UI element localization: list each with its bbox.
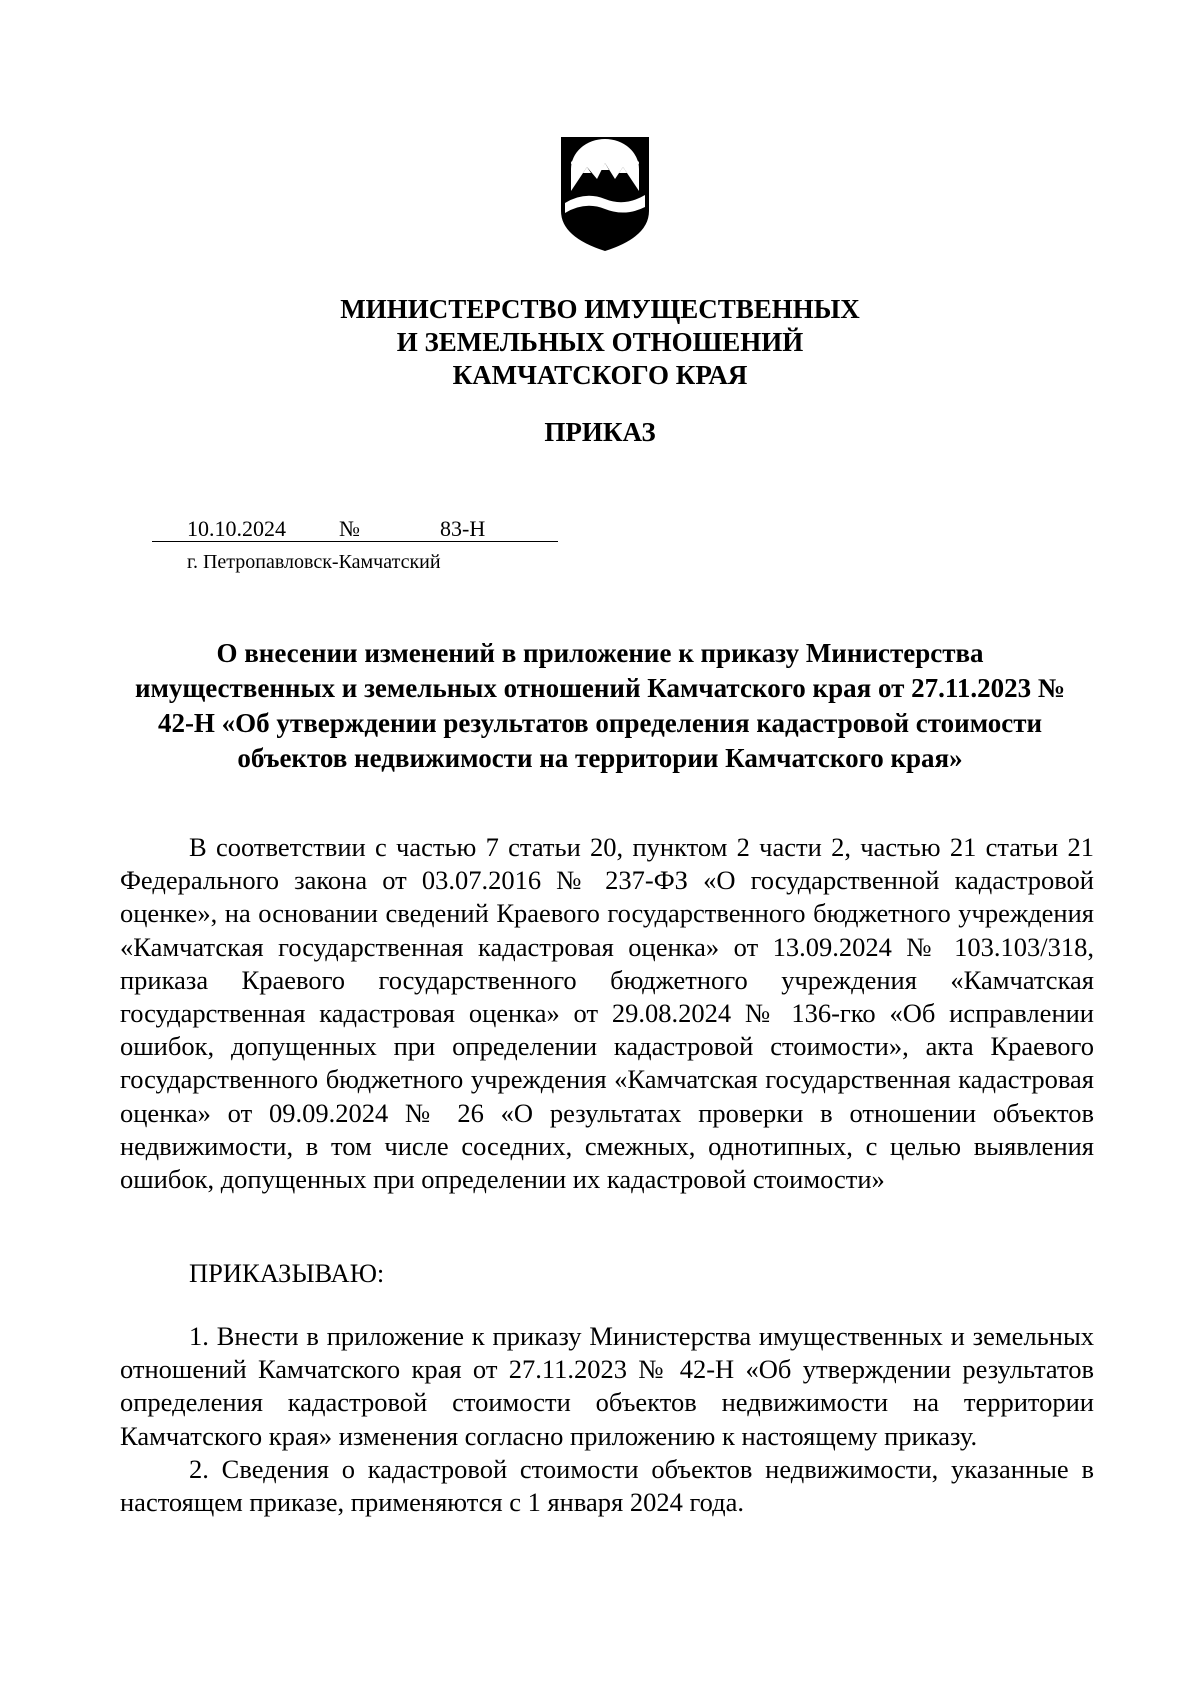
order-item-2-text: 2. Сведения о кадастровой стоимости объектов недвижимости, указанные в настоящем приказе, применяются с 1 января 2024 года. bbox=[120, 1454, 1094, 1518]
coat-of-arms-icon bbox=[557, 133, 653, 253]
order-word: ПРИКАЗЫВАЮ: bbox=[189, 1258, 385, 1288]
order-item-1 bbox=[120, 1320, 1094, 1453]
order-item-1-text: 1. Внести в приложение к приказу Министерства имущественных и земельных отношений Камчатского края от 27.11.2023 № 42-Н «Об утверждении результатов определения кадастровой стоимости объектов недвижимости на территории Камчатского края» изменения согласно приложению к настоящему приказу. bbox=[120, 1321, 1094, 1451]
document-subject: О внесении изменений в приложение к приказу Министерства имущественных и земельных отношений Камчатского края от 27.11.2023 № 42-Н «Об утверждении результатов определения кадастровой стоимости объектов недвижимости на территории Камчатского края» bbox=[134, 638, 1066, 773]
document-number: 83-Н bbox=[440, 516, 486, 541]
org-line-1: МИНИСТЕРСТВО ИМУЩЕСТВЕННЫХ bbox=[340, 294, 860, 324]
document-type: ПРИКАЗ bbox=[544, 417, 656, 447]
preamble-text: В соответствии с частью 7 статьи 20, пунктом 2 части 2, частью 21 статьи 21 Федерального закона от 03.07.2016 № 237-ФЗ «О государственной кадастровой оценке», на основании сведений Краевого государственного бюджетного учреждения «Камчатская государственная кадастровая оценка» от 13.09.2024 № 103.103/318, приказа Краевого государственного бюджетного учреждения «Камчатская государственная кадастровая оценка» от 29.08.2024 № 136-гко «Об исправлении ошибок, допущенных при определении кадастровой стоимости», акта Краевого государственного бюджетного учреждения «Камчатская государственная кадастровая оценка» от 09.09.2024 № 26 «О результатах проверки в отношении объектов недвижимости, в том числе соседних, смежных, однотипных, с целью выявления ошибок, допущенных при определении их кадастровой стоимости» bbox=[120, 832, 1094, 1195]
number-sign: № bbox=[339, 516, 360, 541]
organization-name bbox=[0, 293, 1200, 392]
order-item-2 bbox=[120, 1453, 1094, 1519]
document-city: г. Петропавловск-Камчатский bbox=[187, 551, 441, 573]
preamble-paragraph bbox=[120, 831, 1094, 1196]
org-line-2: И ЗЕМЕЛЬНЫХ ОТНОШЕНИЙ bbox=[396, 327, 804, 357]
document-date: 10.10.2024 bbox=[187, 516, 286, 541]
org-line-3: КАМЧАТСКОГО КРАЯ bbox=[452, 360, 748, 390]
